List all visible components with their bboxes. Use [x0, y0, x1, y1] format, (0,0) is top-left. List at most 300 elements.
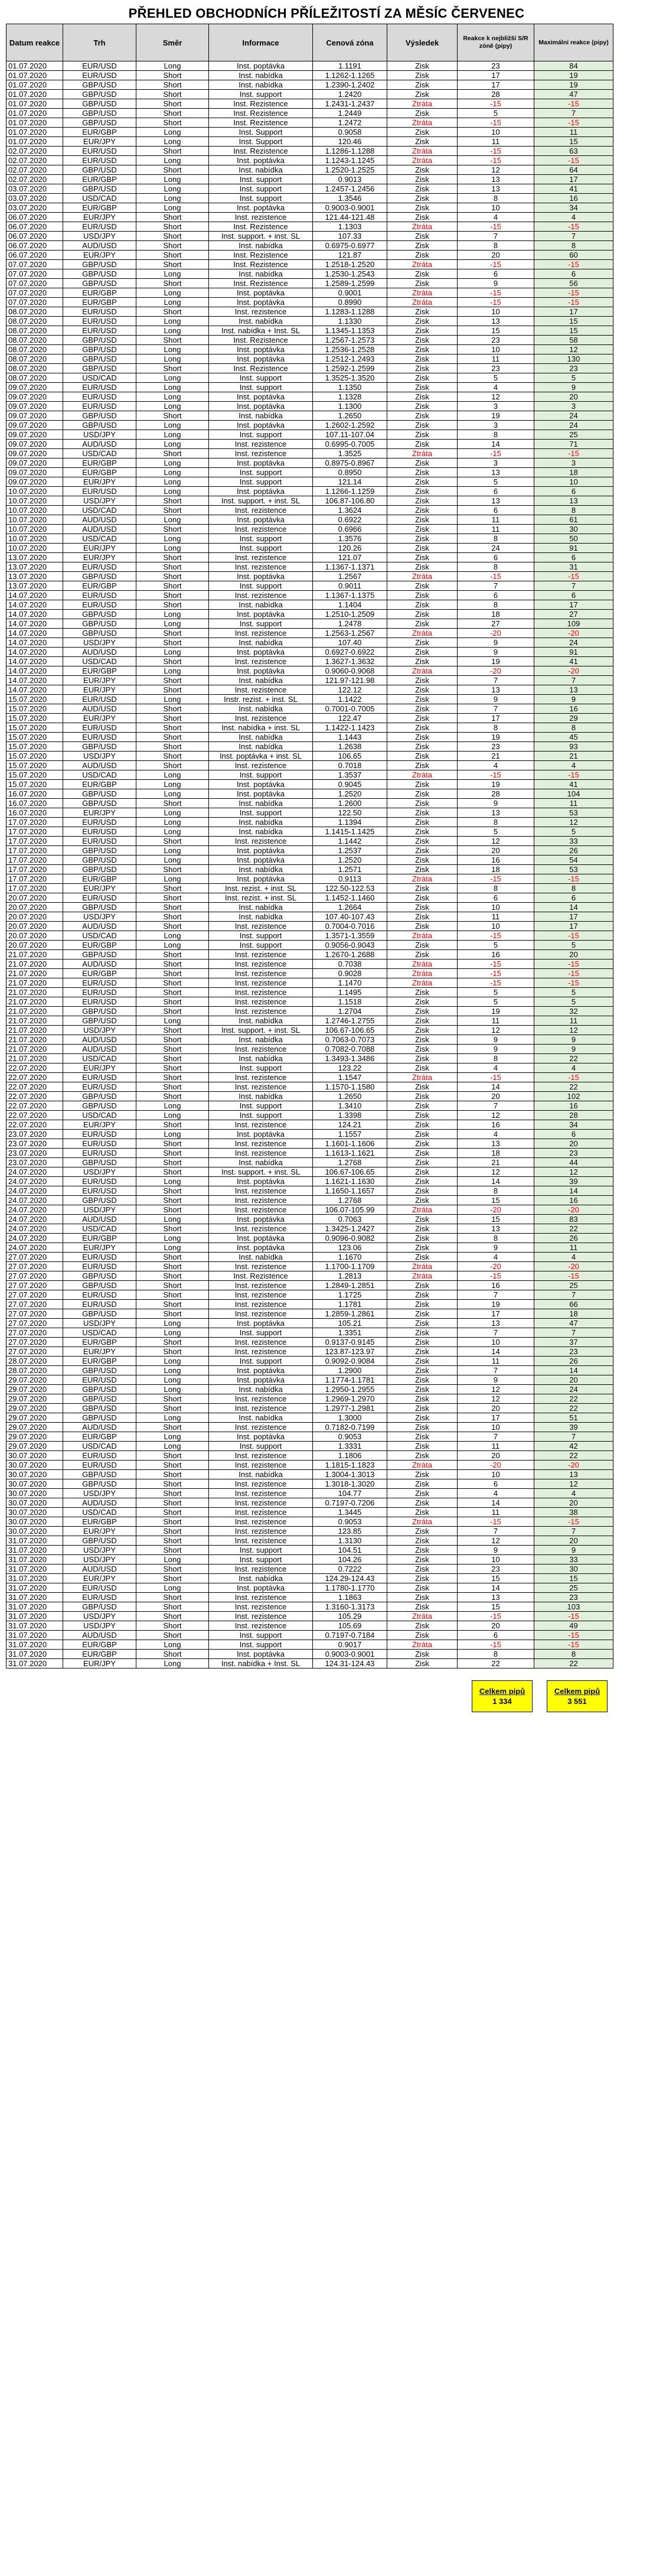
- cell-zone: 1.2520-1.2525: [313, 165, 387, 175]
- cell-info: Inst. support: [209, 941, 313, 950]
- cell-zone: 1.1570-1.1580: [313, 1082, 387, 1092]
- cell-date: 31.07.2020: [6, 1583, 63, 1593]
- cell-info: Inst. rezistence: [209, 629, 313, 638]
- table-row: [6, 1016, 613, 1026]
- table-row: [6, 827, 613, 837]
- cell-zone: 1.1700-1.1709: [313, 1262, 387, 1271]
- cell-nearest-reaction: 9: [458, 638, 534, 648]
- cell-info: Inst. support: [209, 194, 313, 203]
- cell-direction: Short: [136, 1621, 209, 1631]
- cell-market: GBP/USD: [63, 1366, 136, 1375]
- cell-zone: 1.1330: [313, 317, 387, 326]
- cell-market: AUD/USD: [63, 515, 136, 525]
- cell-zone: 1.2567-1.2573: [313, 336, 387, 345]
- table-row: [6, 175, 613, 184]
- cell-date: 21.07.2020: [6, 969, 63, 978]
- cell-direction: Short: [136, 1423, 209, 1432]
- cell-direction: Short: [136, 99, 209, 109]
- cell-zone: 1.2977-1.2981: [313, 1404, 387, 1413]
- table-row: [6, 411, 613, 421]
- cell-zone: 1.1350: [313, 383, 387, 392]
- cell-nearest-reaction: 9: [458, 1375, 534, 1385]
- cell-date: 31.07.2020: [6, 1621, 63, 1631]
- cell-max-reaction: 37: [534, 1338, 613, 1347]
- cell-result: Zisk: [387, 1281, 458, 1290]
- cell-zone: 104.26: [313, 1555, 387, 1565]
- cell-market: EUR/USD: [63, 978, 136, 988]
- table-row: [6, 402, 613, 411]
- cell-direction: Short: [136, 799, 209, 808]
- cell-zone: 1.2449: [313, 109, 387, 118]
- cell-max-reaction: 14: [534, 1186, 613, 1196]
- cell-result: Ztráta: [387, 288, 458, 298]
- cell-zone: 0.9017: [313, 1640, 387, 1650]
- table-row: [6, 468, 613, 477]
- cell-nearest-reaction: 12: [458, 392, 534, 402]
- cell-max-reaction: 13: [534, 1470, 613, 1479]
- cell-direction: Long: [136, 1555, 209, 1565]
- cell-direction: Long: [136, 430, 209, 440]
- cell-info: Inst. rezistence: [209, 1565, 313, 1574]
- cell-info: Inst. rezistence: [209, 1082, 313, 1092]
- cell-nearest-reaction: 11: [458, 1442, 534, 1451]
- cell-info: Inst. poptávka: [209, 1177, 313, 1186]
- table-row: [6, 544, 613, 553]
- cell-info: Inst. Rezistence: [209, 251, 313, 260]
- cell-nearest-reaction: 6: [458, 591, 534, 600]
- cell-zone: 1.2650: [313, 411, 387, 421]
- cell-nearest-reaction: 9: [458, 1546, 534, 1555]
- cell-nearest-reaction: 10: [458, 903, 534, 912]
- cell-market: EUR/GBP: [63, 458, 136, 468]
- cell-market: EUR/JPY: [63, 1063, 136, 1073]
- cell-zone: 1.3537: [313, 770, 387, 780]
- table-row: [6, 1026, 613, 1035]
- cell-date: 14.07.2020: [6, 600, 63, 610]
- cell-info: Inst. Rezistence: [209, 260, 313, 269]
- cell-info: Inst. poptávka: [209, 61, 313, 71]
- cell-result: Zisk: [387, 1186, 458, 1196]
- cell-max-reaction: 11: [534, 128, 613, 137]
- cell-date: 21.07.2020: [6, 1007, 63, 1016]
- cell-direction: Long: [136, 1234, 209, 1243]
- cell-result: Zisk: [387, 591, 458, 600]
- cell-nearest-reaction: 6: [458, 1631, 534, 1640]
- cell-max-reaction: 71: [534, 440, 613, 449]
- cell-max-reaction: 34: [534, 203, 613, 213]
- cell-market: USD/JPY: [63, 752, 136, 761]
- cell-max-reaction: -15: [534, 118, 613, 128]
- cell-info: Inst. poptávka: [209, 345, 313, 354]
- cell-nearest-reaction: 12: [458, 1385, 534, 1394]
- cell-info: Inst. support: [209, 1101, 313, 1111]
- cell-nearest-reaction: 15: [458, 1196, 534, 1205]
- cell-info: Inst. support: [209, 619, 313, 629]
- cell-zone: 1.2650: [313, 1092, 387, 1101]
- cell-zone: 1.1774-1.1781: [313, 1375, 387, 1385]
- cell-zone: 1.3018-1.3020: [313, 1479, 387, 1489]
- cell-zone: 104.51: [313, 1546, 387, 1555]
- cell-direction: Short: [136, 1517, 209, 1527]
- cell-nearest-reaction: 4: [458, 1253, 534, 1262]
- cell-max-reaction: 49: [534, 1621, 613, 1631]
- cell-max-reaction: 41: [534, 780, 613, 789]
- cell-result: Zisk: [387, 213, 458, 222]
- cell-nearest-reaction: 4: [458, 1489, 534, 1498]
- cell-date: 03.07.2020: [6, 194, 63, 203]
- cell-market: EUR/USD: [63, 1583, 136, 1593]
- cell-zone: 1.2472: [313, 118, 387, 128]
- table-row: [6, 1063, 613, 1073]
- cell-zone: 1.1863: [313, 1593, 387, 1602]
- cell-max-reaction: 20: [534, 950, 613, 960]
- cell-info: Inst. support: [209, 1442, 313, 1451]
- cell-direction: Short: [136, 893, 209, 903]
- table-row: [6, 770, 613, 780]
- cell-result: Zisk: [387, 61, 458, 71]
- cell-info: Inst. support: [209, 808, 313, 818]
- cell-result: Zisk: [387, 1555, 458, 1565]
- cell-max-reaction: 22: [534, 1224, 613, 1234]
- cell-date: 21.07.2020: [6, 1026, 63, 1035]
- cell-date: 31.07.2020: [6, 1602, 63, 1612]
- cell-nearest-reaction: 11: [458, 1508, 534, 1517]
- cell-zone: 122.50: [313, 808, 387, 818]
- cell-result: Zisk: [387, 1101, 458, 1111]
- table-row: [6, 676, 613, 685]
- cell-zone: 1.1470: [313, 978, 387, 988]
- cell-market: EUR/USD: [63, 591, 136, 600]
- cell-max-reaction: -15: [534, 288, 613, 298]
- cell-direction: Short: [136, 884, 209, 893]
- cell-direction: Long: [136, 345, 209, 354]
- cell-market: GBP/USD: [63, 1016, 136, 1026]
- cell-nearest-reaction: 4: [458, 761, 534, 770]
- table-row: [6, 1593, 613, 1602]
- cell-zone: 106.07-105.99: [313, 1205, 387, 1215]
- cell-info: Inst. nabídka: [209, 742, 313, 752]
- cell-nearest-reaction: 13: [458, 1224, 534, 1234]
- cell-info: Inst. nabídka: [209, 165, 313, 175]
- cell-info: Inst. rezistence: [209, 978, 313, 988]
- cell-date: 28.07.2020: [6, 1357, 63, 1366]
- cell-market: GBP/USD: [63, 345, 136, 354]
- cell-direction: Long: [136, 808, 209, 818]
- cell-info: Inst. poptávka: [209, 421, 313, 430]
- cell-result: Zisk: [387, 317, 458, 326]
- cell-nearest-reaction: 7: [458, 1101, 534, 1111]
- cell-max-reaction: 83: [534, 1215, 613, 1224]
- table-row: [6, 71, 613, 80]
- cell-nearest-reaction: 21: [458, 752, 534, 761]
- cell-date: 22.07.2020: [6, 1120, 63, 1130]
- cell-max-reaction: 47: [534, 90, 613, 99]
- table-row: [6, 1319, 613, 1328]
- cell-max-reaction: 102: [534, 1092, 613, 1101]
- table-row: [6, 808, 613, 818]
- cell-date: 23.07.2020: [6, 1158, 63, 1167]
- cell-date: 24.07.2020: [6, 1243, 63, 1253]
- cell-date: 30.07.2020: [6, 1527, 63, 1536]
- cell-market: EUR/GBP: [63, 203, 136, 213]
- cell-date: 14.07.2020: [6, 619, 63, 629]
- table-row: [6, 941, 613, 950]
- cell-market: EUR/USD: [63, 402, 136, 411]
- cell-result: Ztráta: [387, 1461, 458, 1470]
- cell-nearest-reaction: 12: [458, 1394, 534, 1404]
- cell-market: EUR/GBP: [63, 175, 136, 184]
- cell-max-reaction: 39: [534, 1177, 613, 1186]
- cell-nearest-reaction: 12: [458, 1536, 534, 1546]
- cell-result: Zisk: [387, 619, 458, 629]
- cell-market: EUR/JPY: [63, 1527, 136, 1536]
- cell-zone: 1.3546: [313, 194, 387, 203]
- cell-market: EUR/USD: [63, 1300, 136, 1309]
- cell-market: EUR/USD: [63, 723, 136, 733]
- cell-max-reaction: 15: [534, 326, 613, 336]
- cell-zone: 124.21: [313, 1120, 387, 1130]
- cell-info: Inst. poptávka: [209, 789, 313, 799]
- table-row: [6, 1631, 613, 1640]
- cell-zone: 1.2563-1.2567: [313, 629, 387, 638]
- cell-result: Ztráta: [387, 572, 458, 581]
- table-row: [6, 969, 613, 978]
- table-row: [6, 506, 613, 515]
- cell-direction: Long: [136, 354, 209, 364]
- table-row: [6, 761, 613, 770]
- cell-date: 09.07.2020: [6, 449, 63, 458]
- cell-max-reaction: 21: [534, 752, 613, 761]
- cell-info: Inst. rezistence: [209, 950, 313, 960]
- cell-max-reaction: -15: [534, 572, 613, 581]
- cell-max-reaction: 64: [534, 165, 613, 175]
- cell-market: GBP/USD: [63, 421, 136, 430]
- cell-date: 27.07.2020: [6, 1262, 63, 1271]
- cell-market: GBP/USD: [63, 742, 136, 752]
- cell-direction: Long: [136, 515, 209, 525]
- cell-market: AUD/USD: [63, 1498, 136, 1508]
- table-row: [6, 1234, 613, 1243]
- cell-info: Inst. rezistence: [209, 1461, 313, 1470]
- cell-result: Zisk: [387, 477, 458, 487]
- cell-direction: Long: [136, 175, 209, 184]
- cell-nearest-reaction: 17: [458, 1413, 534, 1423]
- cell-zone: 1.3525: [313, 449, 387, 458]
- cell-info: Inst. rezistence: [209, 506, 313, 515]
- cell-date: 10.07.2020: [6, 506, 63, 515]
- cell-result: Zisk: [387, 1026, 458, 1035]
- cell-date: 09.07.2020: [6, 440, 63, 449]
- cell-market: USD/CAD: [63, 506, 136, 515]
- cell-result: Ztráta: [387, 1271, 458, 1281]
- cell-direction: Short: [136, 1149, 209, 1158]
- cell-result: Zisk: [387, 1243, 458, 1253]
- cell-result: Zisk: [387, 1167, 458, 1177]
- cell-max-reaction: 6: [534, 591, 613, 600]
- cell-date: 08.07.2020: [6, 354, 63, 364]
- cell-market: EUR/USD: [63, 1461, 136, 1470]
- cell-result: Ztráta: [387, 931, 458, 941]
- cell-direction: Short: [136, 742, 209, 752]
- cell-market: GBP/USD: [63, 184, 136, 194]
- table-row: [6, 789, 613, 799]
- cell-direction: Short: [136, 165, 209, 175]
- cell-result: Zisk: [387, 950, 458, 960]
- cell-result: Zisk: [387, 525, 458, 534]
- cell-max-reaction: 16: [534, 704, 613, 714]
- cell-result: Zisk: [387, 1082, 458, 1092]
- cell-max-reaction: 20: [534, 1139, 613, 1149]
- cell-zone: 107.40-107.43: [313, 912, 387, 922]
- cell-date: 03.07.2020: [6, 184, 63, 194]
- cell-result: Zisk: [387, 402, 458, 411]
- table-row: [6, 1158, 613, 1167]
- cell-info: Inst. poptávka: [209, 458, 313, 468]
- cell-info: Inst. support. + inst. SL: [209, 496, 313, 506]
- cell-date: 21.07.2020: [6, 1016, 63, 1026]
- cell-result: Zisk: [387, 941, 458, 950]
- opportunities-table: [6, 24, 613, 1668]
- cell-result: Zisk: [387, 676, 458, 685]
- cell-market: GBP/USD: [63, 279, 136, 288]
- cell-max-reaction: 66: [534, 1300, 613, 1309]
- cell-info: Inst. nabídka: [209, 638, 313, 648]
- cell-date: 31.07.2020: [6, 1555, 63, 1565]
- cell-result: Ztráta: [387, 99, 458, 109]
- cell-direction: Long: [136, 534, 209, 544]
- cell-zone: 1.3004-1.3013: [313, 1470, 387, 1479]
- cell-direction: Long: [136, 402, 209, 411]
- table-row: [6, 1205, 613, 1215]
- header-market: Trh: [63, 24, 136, 61]
- table-row: [6, 1394, 613, 1404]
- cell-date: 22.07.2020: [6, 1073, 63, 1082]
- cell-date: 16.07.2020: [6, 808, 63, 818]
- cell-nearest-reaction: -15: [458, 978, 534, 988]
- cell-date: 16.07.2020: [6, 799, 63, 808]
- cell-result: Zisk: [387, 903, 458, 912]
- cell-zone: 1.2704: [313, 1007, 387, 1016]
- cell-direction: Long: [136, 298, 209, 307]
- cell-date: 17.07.2020: [6, 827, 63, 837]
- cell-direction: Short: [136, 837, 209, 846]
- cell-result: Zisk: [387, 922, 458, 931]
- table-row: [6, 1536, 613, 1546]
- cell-result: Zisk: [387, 1631, 458, 1640]
- cell-direction: Short: [136, 241, 209, 251]
- cell-market: EUR/GBP: [63, 1234, 136, 1243]
- cell-info: Inst. Rezistence: [209, 147, 313, 156]
- cell-nearest-reaction: -20: [458, 629, 534, 638]
- table-row: [6, 1470, 613, 1479]
- table-row: [6, 1045, 613, 1054]
- cell-info: Inst. rezistence: [209, 685, 313, 695]
- cell-nearest-reaction: 7: [458, 704, 534, 714]
- cell-info: Inst. nabídka: [209, 676, 313, 685]
- cell-zone: 1.1806: [313, 1451, 387, 1461]
- cell-info: Inst. support: [209, 90, 313, 99]
- cell-date: 20.07.2020: [6, 912, 63, 922]
- cell-market: USD/CAD: [63, 449, 136, 458]
- cell-result: Zisk: [387, 581, 458, 591]
- cell-direction: Short: [136, 1612, 209, 1621]
- cell-info: Inst. rezistence: [209, 1045, 313, 1054]
- cell-date: 13.07.2020: [6, 562, 63, 572]
- cell-zone: 1.2520: [313, 856, 387, 865]
- cell-nearest-reaction: 23: [458, 364, 534, 373]
- cell-max-reaction: 4: [534, 1253, 613, 1262]
- cell-zone: 0.7182-0.7199: [313, 1423, 387, 1432]
- cell-max-reaction: 7: [534, 232, 613, 241]
- cell-info: Inst. nabídka: [209, 1158, 313, 1167]
- cell-market: EUR/USD: [63, 695, 136, 704]
- cell-market: GBP/USD: [63, 1404, 136, 1413]
- cell-market: EUR/USD: [63, 1253, 136, 1262]
- cell-date: 21.07.2020: [6, 960, 63, 969]
- cell-direction: Short: [136, 685, 209, 695]
- cell-nearest-reaction: 8: [458, 1186, 534, 1196]
- cell-max-reaction: 20: [534, 392, 613, 402]
- cell-result: Zisk: [387, 562, 458, 572]
- cell-info: Inst. poptávka: [209, 648, 313, 657]
- cell-result: Zisk: [387, 440, 458, 449]
- cell-direction: Long: [136, 544, 209, 553]
- cell-zone: 0.7001-0.7005: [313, 704, 387, 714]
- cell-direction: Short: [136, 903, 209, 912]
- cell-max-reaction: 41: [534, 184, 613, 194]
- cell-market: USD/JPY: [63, 1167, 136, 1177]
- cell-result: Zisk: [387, 1413, 458, 1423]
- cell-nearest-reaction: 13: [458, 808, 534, 818]
- table-row: [6, 837, 613, 846]
- cell-date: 22.07.2020: [6, 1063, 63, 1073]
- cell-market: AUD/USD: [63, 241, 136, 251]
- cell-nearest-reaction: 8: [458, 430, 534, 440]
- cell-info: Inst. rezistence: [209, 553, 313, 562]
- cell-market: GBP/USD: [63, 1413, 136, 1423]
- cell-info: Inst. nabídka + Inst. SL: [209, 326, 313, 336]
- cell-nearest-reaction: 6: [458, 487, 534, 496]
- cell-max-reaction: 5: [534, 997, 613, 1007]
- table-row: [6, 184, 613, 194]
- cell-zone: 0.7038: [313, 960, 387, 969]
- cell-info: Inst. poptávka: [209, 392, 313, 402]
- cell-max-reaction: 22: [534, 1394, 613, 1404]
- cell-info: Inst. support: [209, 1555, 313, 1565]
- cell-direction: Short: [136, 1007, 209, 1016]
- cell-info: Inst. support: [209, 1063, 313, 1073]
- cell-max-reaction: 47: [534, 1319, 613, 1328]
- cell-nearest-reaction: 24: [458, 544, 534, 553]
- cell-nearest-reaction: -15: [458, 1073, 534, 1082]
- cell-date: 27.07.2020: [6, 1338, 63, 1347]
- cell-market: USD/JPY: [63, 1319, 136, 1328]
- cell-nearest-reaction: -15: [458, 874, 534, 884]
- cell-zone: 120.46: [313, 137, 387, 147]
- table-row: [6, 1366, 613, 1375]
- cell-info: Inst. poptávka: [209, 610, 313, 619]
- cell-result: Zisk: [387, 336, 458, 345]
- cell-result: Zisk: [387, 610, 458, 619]
- cell-result: Zisk: [387, 837, 458, 846]
- table-row: [6, 1120, 613, 1130]
- table-row: [6, 780, 613, 789]
- cell-nearest-reaction: 17: [458, 1309, 534, 1319]
- cell-info: Inst. nabídka: [209, 1016, 313, 1026]
- cell-zone: 106.67-106.65: [313, 1167, 387, 1177]
- cell-info: Inst. rezistence: [209, 997, 313, 1007]
- cell-zone: 0.9003-0.9001: [313, 1650, 387, 1659]
